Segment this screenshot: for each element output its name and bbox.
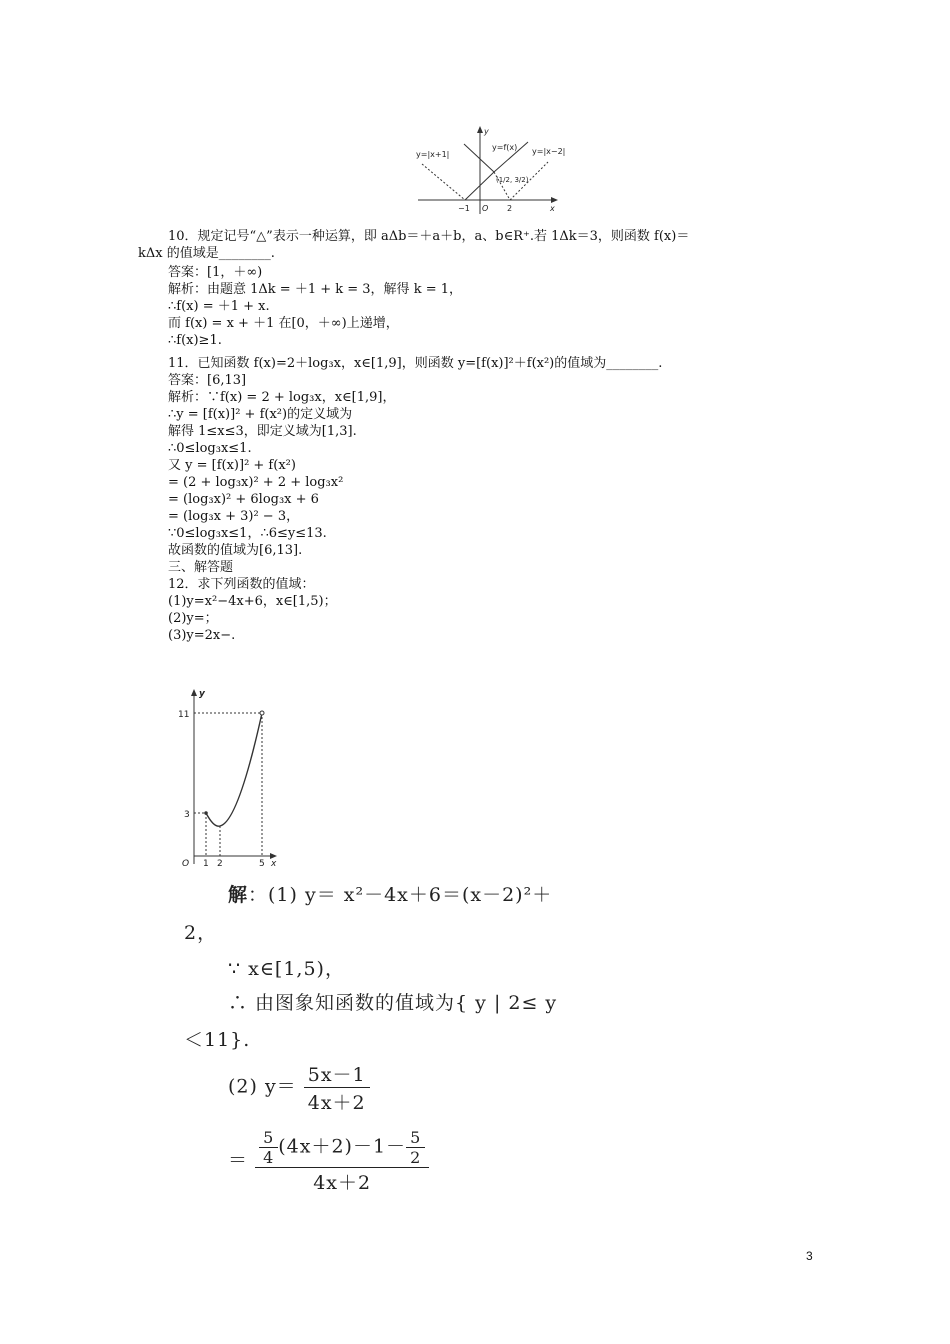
tick-y11: 11 bbox=[178, 710, 190, 720]
fraction-5x-1-over-4x+2 bbox=[304, 1060, 370, 1115]
q10-answer-block bbox=[168, 264, 818, 349]
solution-line-5: ＜11}. bbox=[184, 1029, 251, 1051]
q10-line1: 10．规定记号“△”表示一种运算，即 aΔb＝＋a＋b，a、b∈R⁺.若 1Δk＝3，则函数 f(x)＝ bbox=[168, 229, 690, 244]
tick-neg1: −1 bbox=[458, 204, 470, 213]
q12-part-2: (2)y=； bbox=[168, 611, 218, 626]
q11-analysis-1: 解析：∵f(x) = 2 + log₃x，x∈[1,9]， bbox=[168, 390, 396, 405]
f-left-branch bbox=[464, 144, 494, 172]
tick-y3: 3 bbox=[184, 810, 190, 820]
figure-abs-graph bbox=[410, 124, 580, 216]
fraction-numerator: 5x－1 bbox=[304, 1060, 370, 1088]
big-fraction bbox=[255, 1128, 429, 1195]
y-arrow bbox=[477, 126, 483, 133]
label-point: (1/2, 3/2) bbox=[496, 176, 529, 184]
solution-line-1-text: ：(1) y＝ x²－4x＋6＝(x－2)²＋ bbox=[248, 884, 553, 906]
q11-analysis-2: ∴y = [f(x)]² + f(x²)的定义域为 bbox=[168, 407, 353, 422]
origin-label: O bbox=[182, 859, 190, 868]
q10-analysis-4: ∴f(x)≥1. bbox=[168, 333, 222, 348]
q10-analysis-3: 而 f(x) = x + ＋1 在[0，＋∞)上递增， bbox=[168, 316, 399, 331]
q10-analysis-1: 解析：由题意 1Δk = ＋1 + k = 3，解得 k = 1， bbox=[168, 282, 462, 297]
q12-stem: 12．求下列函数的值域： bbox=[168, 577, 315, 592]
figure-parabola-graph bbox=[176, 686, 286, 868]
q12-part-3: (3)y=2x−. bbox=[168, 628, 236, 643]
q10-analysis-2: ∴f(x) = ＋1 + x. bbox=[168, 299, 270, 314]
solution-head: 解 bbox=[228, 884, 249, 906]
question-10 bbox=[138, 228, 818, 262]
tick-x1: 1 bbox=[203, 859, 209, 868]
label-abs-x-plus-1: y=|x+1| bbox=[416, 150, 450, 159]
origin-label: O bbox=[482, 204, 489, 213]
question-11 bbox=[168, 355, 818, 644]
q11-analysis-4: ∴0≤log₃x≤1. bbox=[168, 441, 252, 456]
x-axis-label: x bbox=[271, 859, 277, 868]
fraction-5-4-den: 4 bbox=[263, 1148, 275, 1167]
page-number: 3 bbox=[806, 1249, 813, 1263]
solution-line-7-eq: ＝ bbox=[228, 1149, 249, 1172]
y-arrow bbox=[191, 689, 197, 696]
q11-analysis-9: ∵0≤log₃x≤1，∴6≤y≤13. bbox=[168, 526, 327, 541]
big-fraction-middle: (4x＋2)－1－ bbox=[278, 1135, 407, 1158]
x-arrow bbox=[551, 197, 558, 203]
q11-analysis-8: = (log₃x + 3)² − 3， bbox=[168, 509, 300, 524]
tick-2: 2 bbox=[507, 204, 513, 213]
fraction-5-over-2 bbox=[406, 1128, 425, 1167]
q11-analysis-6: = (2 + log₃x)² + 2 + log₃x² bbox=[168, 475, 344, 490]
big-fraction-denominator: 4x＋2 bbox=[313, 1172, 372, 1194]
solution-line-6-lead: (2) y＝ bbox=[228, 1075, 297, 1098]
q10-answer: 答案：[1，＋∞) bbox=[168, 265, 263, 280]
q11-analysis-3: 解得 1≤x≤3，即定义域为[1,3]. bbox=[168, 424, 357, 439]
section-3-heading: 三、解答题 bbox=[168, 560, 234, 575]
q10-line2: kΔx 的值域是________. bbox=[138, 246, 275, 261]
q12-part-1: (1)y=x²−4x+6，x∈[1,5)； bbox=[168, 594, 337, 609]
x-axis-label: x bbox=[550, 204, 555, 213]
tick-x2: 2 bbox=[217, 859, 223, 868]
q11-answer: 答案：[6,13] bbox=[168, 373, 247, 388]
q11-analysis-5: 又 y = [f(x)]² + f(x²) bbox=[168, 458, 296, 473]
fraction-5-2-den: 2 bbox=[410, 1148, 422, 1167]
big-fraction-numerator bbox=[255, 1128, 429, 1168]
y-axis-label: y bbox=[199, 689, 205, 699]
q11-analysis-7: = (log₃x)² + 6log₃x + 6 bbox=[168, 492, 319, 507]
solution-line-7 bbox=[228, 1128, 429, 1195]
tick-x5: 5 bbox=[259, 859, 265, 868]
solution-line-4: ∴ 由图象知函数的值域为{ y | 2≤ y bbox=[228, 992, 558, 1014]
y-axis-label: y bbox=[484, 127, 489, 136]
spacer bbox=[494, 160, 552, 172]
solution-line-2: 2， bbox=[184, 922, 218, 944]
closed-point bbox=[204, 811, 208, 815]
fraction-5-2-num: 5 bbox=[406, 1128, 425, 1148]
label-abs-x-minus-2: y=|x−2| bbox=[532, 147, 566, 156]
solution-line-3: ∵ x∈[1,5)， bbox=[228, 958, 345, 980]
label-f: y=f(x) bbox=[492, 143, 518, 152]
abs-x-plus-1-left bbox=[422, 164, 465, 200]
fraction-denominator: 4x＋2 bbox=[307, 1092, 366, 1114]
q11-line1: 11．已知函数 f(x)=2＋log₃x，x∈[1,9]，则函数 y=[f(x)]²＋f(x²)的值域为________. bbox=[168, 356, 663, 371]
fraction-5-over-4 bbox=[259, 1128, 278, 1167]
open-point bbox=[260, 711, 264, 715]
q11-analysis-10: 故函数的值域为[6,13]. bbox=[168, 543, 303, 558]
parabola-curve bbox=[206, 713, 262, 826]
fraction-5-4-num: 5 bbox=[259, 1128, 278, 1148]
solution-line-1 bbox=[228, 880, 552, 907]
solution-line-6 bbox=[228, 1060, 370, 1115]
